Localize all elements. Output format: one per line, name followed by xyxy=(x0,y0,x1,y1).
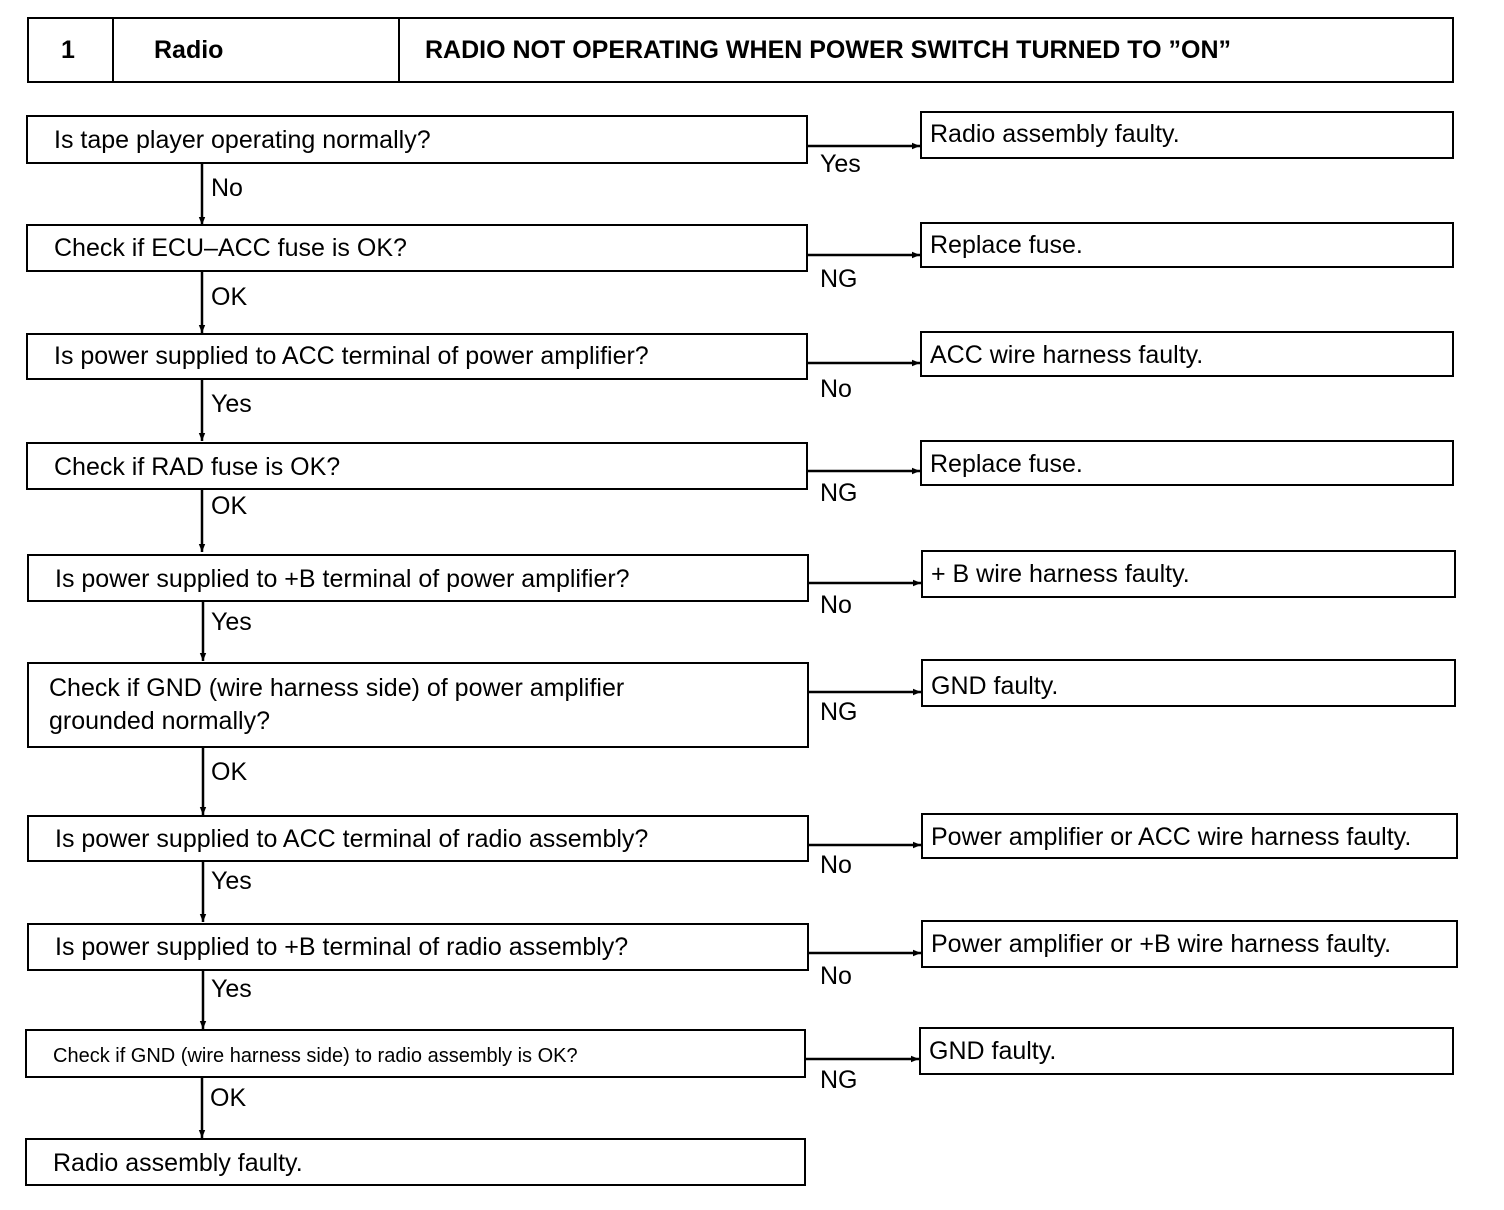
result-text: ACC wire harness faulty. xyxy=(930,341,1204,369)
result-box-2 xyxy=(920,222,1454,268)
result-text: Power amplifier or +B wire harness faulty. xyxy=(931,930,1392,958)
branch-label: NG xyxy=(820,265,858,293)
question-text: Check if ECU–ACC fuse is OK? xyxy=(54,234,407,262)
question-box-1 xyxy=(26,115,808,164)
question-box-2 xyxy=(26,224,808,272)
result-box-7 xyxy=(921,813,1458,859)
branch-label: NG xyxy=(820,479,858,507)
branch-label: No xyxy=(820,851,852,879)
question-box-3 xyxy=(26,333,808,380)
header-title: RADIO NOT OPERATING WHEN POWER SWITCH TURNED TO ”ON” xyxy=(425,35,1232,64)
question-text: Check if GND (wire harness side) to radio assembly is OK? xyxy=(53,1045,578,1067)
branch-label: Yes xyxy=(820,150,861,178)
result-box-5 xyxy=(921,550,1456,598)
result-text: Power amplifier or ACC wire harness faulty. xyxy=(931,823,1412,851)
next-label: OK xyxy=(211,492,248,520)
next-label: OK xyxy=(210,1084,247,1112)
question-text: Is power supplied to ACC terminal of power amplifier? xyxy=(54,342,649,370)
final-result-text: Radio assembly faulty. xyxy=(53,1149,303,1177)
header-number: 1 xyxy=(29,19,114,81)
header-system: Radio xyxy=(114,19,400,81)
result-text: Radio assembly faulty. xyxy=(930,120,1180,148)
final-result-box xyxy=(25,1138,806,1186)
next-label: Yes xyxy=(211,608,252,636)
result-text: Replace fuse. xyxy=(930,450,1083,478)
result-box-3 xyxy=(920,331,1454,377)
next-label: Yes xyxy=(211,975,252,1003)
question-text-line-1: Check if GND (wire harness side) of power amplifier xyxy=(49,674,625,702)
question-box-9 xyxy=(25,1029,806,1078)
question-text: Is tape player operating normally? xyxy=(54,126,431,154)
next-label: OK xyxy=(211,283,248,311)
next-label: Yes xyxy=(211,390,252,418)
branch-label: No xyxy=(820,591,852,619)
branch-label: NG xyxy=(820,698,858,726)
branch-label: NG xyxy=(820,1066,858,1094)
result-text: Replace fuse. xyxy=(930,231,1083,259)
result-box-1 xyxy=(920,111,1454,159)
question-box-7 xyxy=(27,815,809,862)
result-text: GND faulty. xyxy=(929,1037,1057,1065)
result-text: GND faulty. xyxy=(931,672,1059,700)
branch-label: No xyxy=(820,375,852,403)
question-box-5 xyxy=(27,554,809,602)
question-text-line-2: grounded normally? xyxy=(49,707,270,735)
branch-label: No xyxy=(820,962,852,990)
question-box-6 xyxy=(27,662,809,748)
next-label: No xyxy=(211,174,243,202)
question-text: Check if RAD fuse is OK? xyxy=(54,453,341,481)
next-label: Yes xyxy=(211,867,252,895)
question-text: Is power supplied to ACC terminal of radio assembly? xyxy=(55,825,649,853)
result-box-8 xyxy=(921,920,1458,968)
question-text: Is power supplied to +B terminal of radio assembly? xyxy=(55,933,629,961)
question-text: Is power supplied to +B terminal of power amplifier? xyxy=(55,565,630,593)
result-box-9 xyxy=(919,1027,1454,1075)
result-box-6 xyxy=(921,659,1456,707)
result-text: + B wire harness faulty. xyxy=(931,560,1190,588)
next-label: OK xyxy=(211,758,248,786)
result-box-4 xyxy=(920,440,1454,486)
question-box-4 xyxy=(26,442,808,490)
question-box-8 xyxy=(27,923,809,971)
